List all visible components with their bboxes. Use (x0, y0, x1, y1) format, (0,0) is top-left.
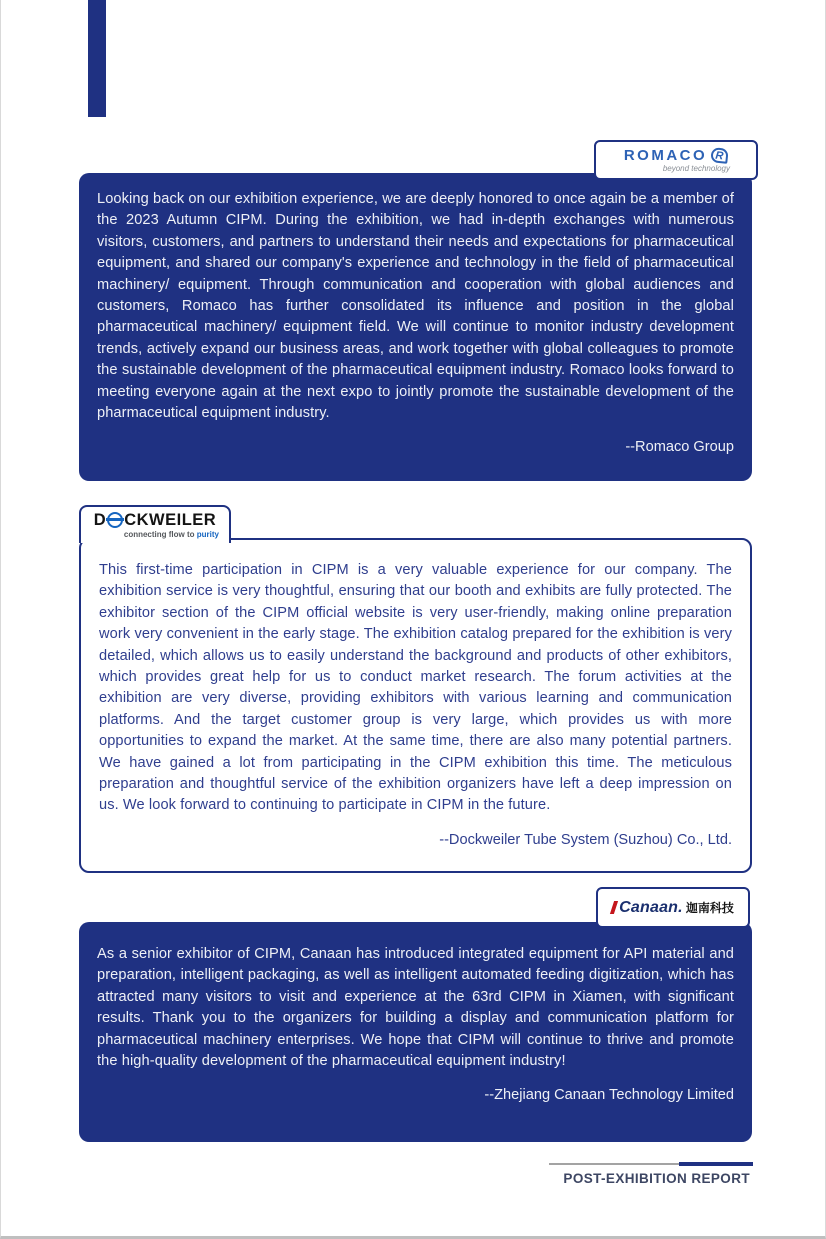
romaco-r-bubble-icon: R (710, 147, 728, 164)
testimonial-body-dockweiler: This first-time participation in CIPM is a very valuable experience for our company. The exhibition service is very thoughtful, ensuring that our booth and exhibits are fully protected. The exhibitor section of the CIPM official website is very user-friendly, making online preparation work very convenient in the early stage. The exhibition catalog prepared for the exhibition is very detailed, which allows us to easily understand the background and products of other exhibitors, which provides great help for us to conduct market research. The forum activities at the exhibition are very diverse, providing exhibitors with various learning and communication platforms. And the target customer group is very large, which provides us with more opportunities to expand the market. At the same time, there are also many potential partners. We have gained a lot from participating in the CIPM exhibition this time. The meticulous preparation and thoughtful service of the exhibition organizers have left a deep impression on us. We look forward to continuing to participate in CIPM in the future. (99, 562, 732, 814)
romaco-logo (594, 140, 758, 180)
dockweiler-tagline (124, 530, 219, 539)
dockweiler-tagline-accent: purity (196, 529, 219, 539)
canaan-logo (596, 887, 750, 928)
dockweiler-wordmark (94, 512, 216, 528)
testimonial-signature-canaan: --Zhejiang Canaan Technology Limited (484, 1087, 734, 1104)
testimonial-card-dockweiler (79, 538, 752, 873)
canaan-chinese-name: 迦南科技 (685, 901, 734, 915)
testimonial-body-canaan: As a senior exhibitor of CIPM, Canaan has introduced integrated equipment for API material and preparation, intelligent packaging, as well as intelligent automated feeding digitization, which has attracted many visitors to visit and experience at the 63rd CIPM in Xiamen, with significant results. Thank you to the organizers for building a display and communication platform for pharmaceutical machinery enterprises. We hope that CIPM will continue to thrive and promote the high-quality development of the pharmaceutical equipment industry! (97, 946, 734, 1070)
dockweiler-logo (79, 505, 231, 543)
romaco-wordmark: ROMACO (623, 146, 708, 164)
decorative-vertical-bar (88, 0, 106, 117)
canaan-wordmark: Canaan. (619, 898, 683, 916)
footer-divider-gray-segment (549, 1163, 679, 1165)
footer-report-label: POST-EXHIBITION REPORT (563, 1171, 750, 1186)
footer-divider (549, 1161, 753, 1167)
romaco-wordmark-row (624, 148, 728, 163)
dockweiler-crossed-o-icon (107, 512, 123, 528)
dockweiler-tagline-main: connecting flow to (123, 529, 197, 539)
romaco-tagline: beyond technology (662, 163, 730, 173)
canaan-red-slash-icon (610, 901, 618, 914)
dockweiler-wordmark-d: D (93, 510, 107, 529)
testimonial-card-canaan (79, 922, 752, 1142)
testimonial-body-romaco: Looking back on our exhibition experience, we are deeply honored to once again be a member of the 2023 Autumn CIPM. During the exhibition, we had in-depth exchanges with numerous visitors, customers, and partners to understand their needs and expectations for pharmaceutical equipment, and shared our company's experience and technology in the field of pharmaceutical machinery/ equipment. Through communication and cooperation with global audiences and customers, Romaco has further consolidated its influence and position in the global pharmaceutical machinery/ equipment field. We will continue to monitor industry development trends, actively expand our business areas, and work together with global colleagues to promote the sustainable development of the pharmaceutical equipment industry. Romaco looks forward to meeting everyone again at the next expo to jointly promote the sustainable development of the pharmaceutical equipment industry. (97, 191, 734, 422)
dockweiler-wordmark-rest: CKWEILER (124, 510, 217, 529)
testimonial-signature-romaco: --Romaco Group (625, 439, 734, 456)
footer-divider-navy-segment (679, 1162, 753, 1166)
testimonial-signature-dockweiler: --Dockweiler Tube System (Suzhou) Co., Ltd. (439, 831, 732, 848)
testimonial-card-romaco (79, 173, 752, 481)
